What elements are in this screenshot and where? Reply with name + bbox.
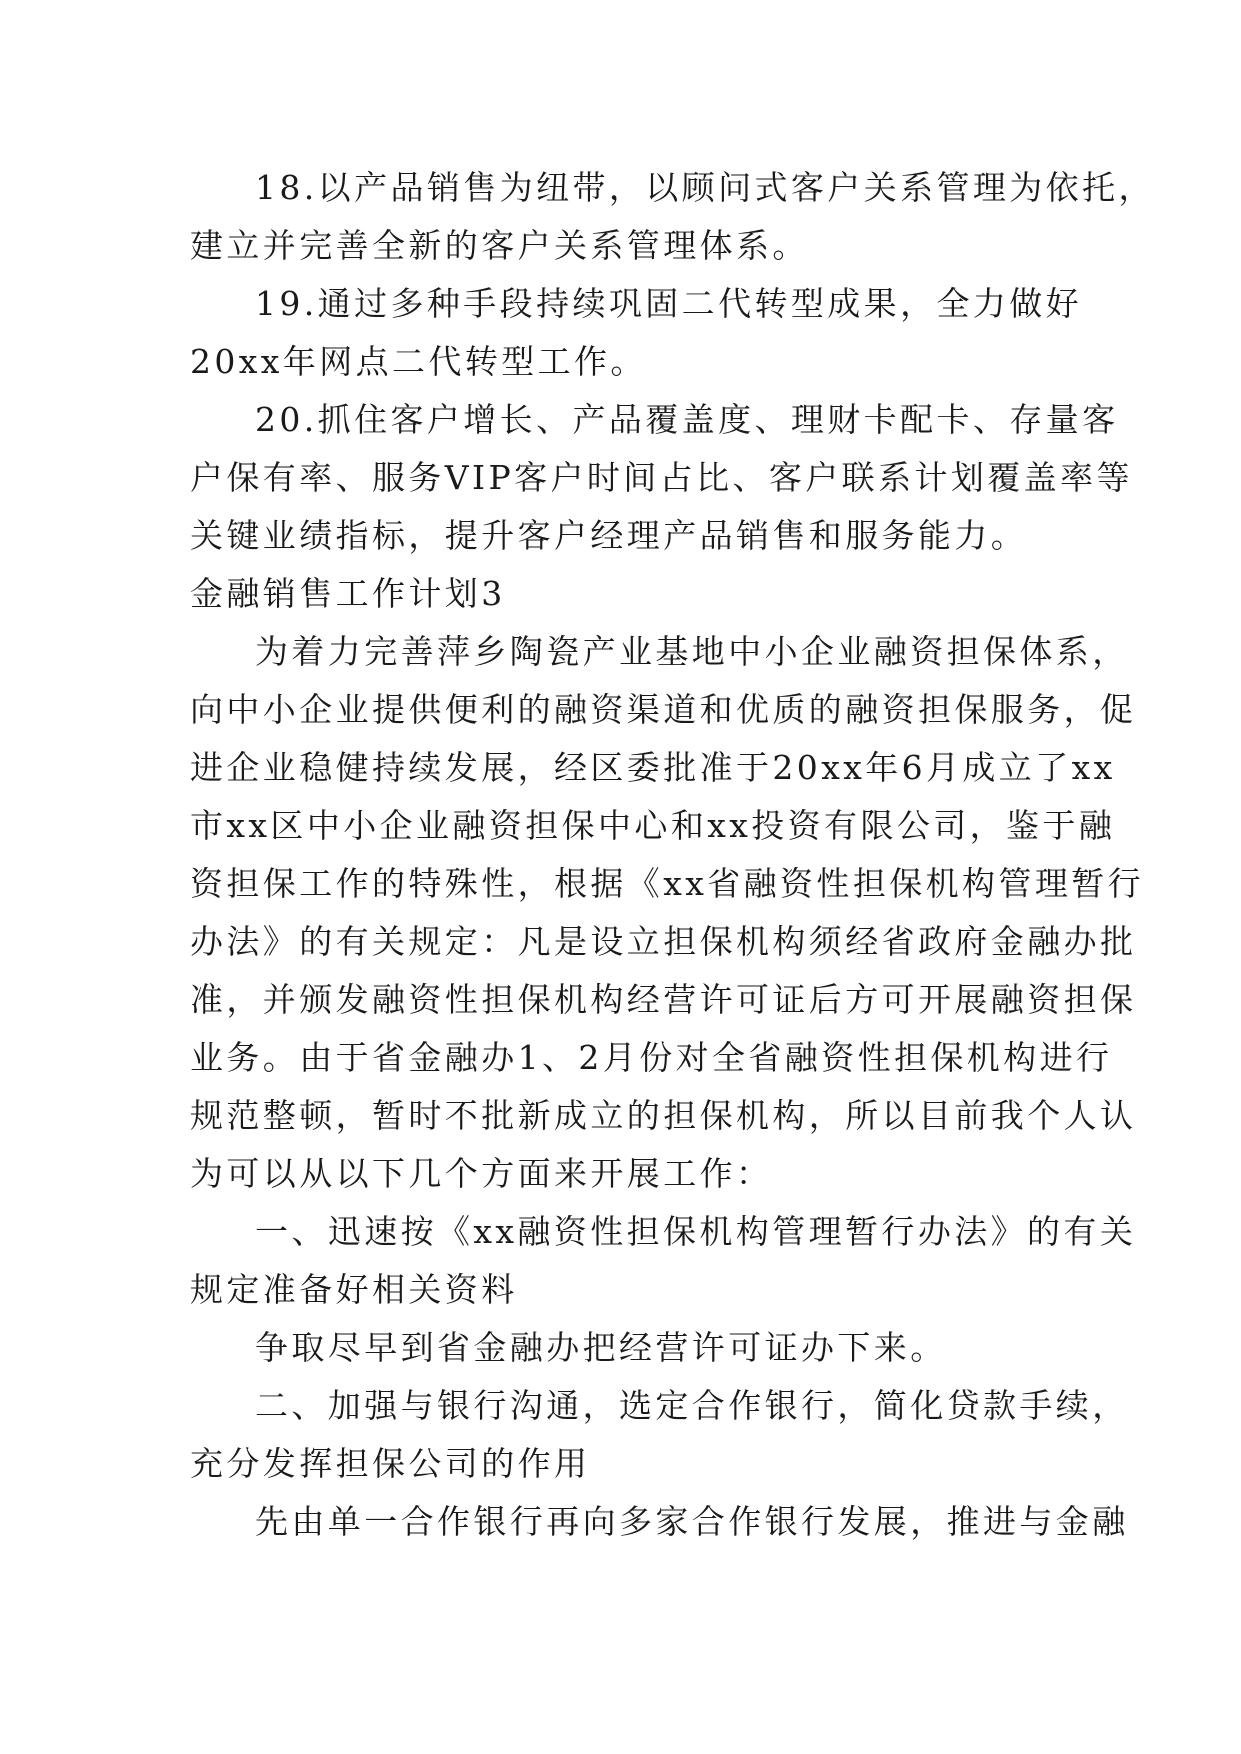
paragraph-line: 为可以从以下几个方面来开展工作： (190, 1154, 773, 1193)
paragraph-line: 为着力完善萍乡陶瓷产业基地中小企业融资担保体系， (255, 632, 1129, 671)
paragraph-line: 办法》的有关规定：凡是设立担保机构须经省政府金融办批 (190, 922, 1137, 961)
paragraph-line: 业务。由于省金融办1、2月份对全省融资性担保机构进行 (190, 1038, 1113, 1077)
paragraph-line: 户保有率、服务VIP客户时间占比、客户联系计划覆盖率等 (190, 458, 1133, 497)
paragraph-line: 进企业稳健持续发展，经区委批准于20xx年6月成立了xx (190, 748, 1116, 787)
paragraph-line: 关键业绩指标，提升客户经理产品销售和服务能力。 (190, 516, 1028, 555)
paragraph-line: 一、迅速按《xx融资性担保机构管理暂行办法》的有关 (255, 1212, 1137, 1251)
paragraph-line: 争取尽早到省金融办把经营许可证办下来。 (255, 1328, 947, 1367)
paragraph-line: 规定准备好相关资料 (190, 1270, 518, 1309)
paragraph-line: 规范整顿，暂时不批新成立的担保机构，所以目前我个人认 (190, 1096, 1137, 1135)
paragraph-line: 18.以产品销售为纽带，以顾问式客户关系管理为依托， (255, 168, 1155, 207)
paragraph-line: 充分发挥担保公司的作用 (190, 1444, 591, 1483)
paragraph-line: 准，并颁发融资性担保机构经营许可证后方可开展融资担保 (190, 980, 1137, 1019)
paragraph-line: 建立并完善全新的客户关系管理体系。 (190, 226, 809, 265)
paragraph-line: 先由单一合作银行再向多家合作银行发展，推进与金融 (255, 1502, 1129, 1541)
paragraph-line: 19.通过多种手段持续巩固二代转型成果，全力做好 (255, 284, 1083, 323)
paragraph-line: 二、加强与银行沟通，选定合作银行，简化贷款手续， (255, 1386, 1129, 1425)
section-heading: 金融销售工作计划3 (190, 574, 506, 613)
paragraph-line: 资担保工作的特殊性，根据《xx省融资性担保机构管理暂行 (190, 864, 1145, 903)
paragraph-line: 向中小企业提供便利的融资渠道和优质的融资担保服务，促 (190, 690, 1137, 729)
paragraph-line: 市xx区中小企业融资担保中心和xx投资有限公司，鉴于融 (190, 806, 1116, 845)
paragraph-line: 20xx年网点二代转型工作。 (190, 342, 647, 381)
paragraph-line: 20.抓住客户增长、产品覆盖度、理财卡配卡、存量客 (255, 400, 1119, 439)
